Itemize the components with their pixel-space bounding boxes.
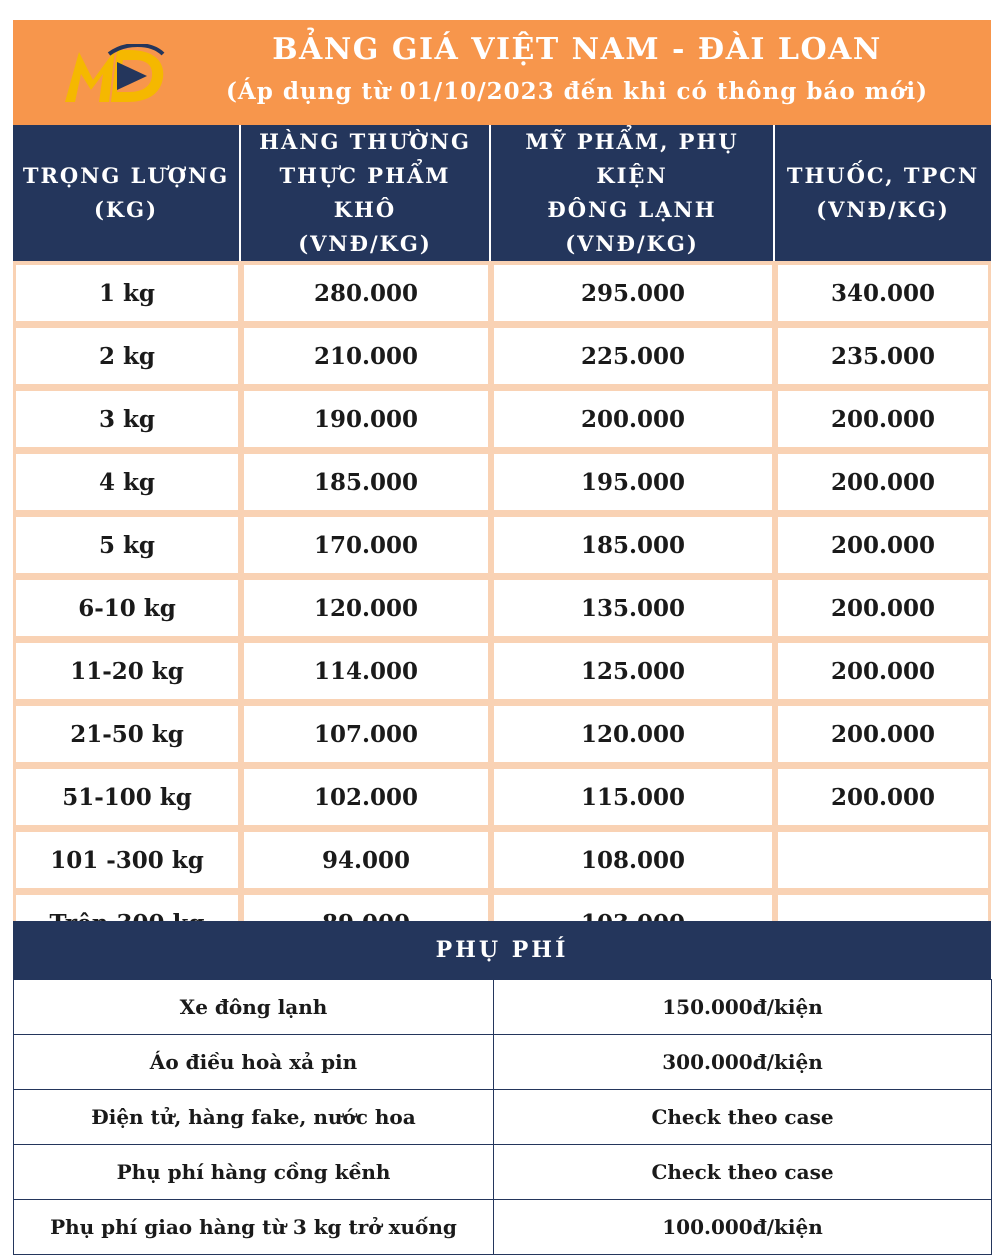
table-row (13, 576, 991, 639)
md-logo-icon (59, 44, 167, 106)
table-row (13, 450, 991, 513)
price-cell: 200.000 (775, 513, 991, 576)
surcharge-item: Điện tử, hàng fake, nước hoa (14, 1090, 494, 1145)
weight-cell: 21-50 kg (13, 702, 241, 765)
column-header-medicine: THUỐC, TPCN (VNĐ/KG) (775, 125, 991, 261)
price-cell: 135.000 (491, 576, 775, 639)
table-row (13, 639, 991, 702)
price-cell: 120.000 (241, 576, 491, 639)
table-row (13, 828, 991, 891)
price-sheet (13, 20, 991, 1242)
surcharge-fee: 300.000đ/kiện (494, 1035, 992, 1090)
surcharge-item: Xe đông lạnh (14, 980, 494, 1035)
price-cell: 200.000 (775, 450, 991, 513)
price-cell: 94.000 (241, 828, 491, 891)
page-title: BẢNG GIÁ VIỆT NAM - ĐÀI LOAN (272, 32, 882, 67)
table-row (13, 765, 991, 828)
surcharge-table (13, 979, 992, 1255)
table-row (14, 980, 992, 1035)
column-header-regular-goods: HÀNG THƯỜNG THỰC PHẨM KHÔ (VNĐ/KG) (241, 125, 491, 261)
banner (13, 20, 991, 125)
weight-cell: 2 kg (13, 324, 241, 387)
weight-cell: 6-10 kg (13, 576, 241, 639)
price-cell: 225.000 (491, 324, 775, 387)
table-row (13, 261, 991, 324)
table-row (14, 1090, 992, 1145)
price-cell: 235.000 (775, 324, 991, 387)
price-cell: 107.000 (241, 702, 491, 765)
price-cell: 200.000 (775, 639, 991, 702)
column-header-weight: TRỌNG LƯỢNG (KG) (13, 125, 241, 261)
surcharge-item: Phụ phí hàng cồng kềnh (14, 1145, 494, 1200)
price-cell: 295.000 (491, 261, 775, 324)
price-cell: 280.000 (241, 261, 491, 324)
table-row (13, 513, 991, 576)
price-cell: 115.000 (491, 765, 775, 828)
price-cell: 200.000 (775, 765, 991, 828)
column-header-cosmetics: MỸ PHẨM, PHỤ KIỆN ĐÔNG LẠNH (VNĐ/KG) (491, 125, 775, 261)
price-cell: 170.000 (241, 513, 491, 576)
table-row (13, 387, 991, 450)
price-table-header (13, 125, 991, 261)
price-cell: 185.000 (241, 450, 491, 513)
surcharge-fee: 150.000đ/kiện (494, 980, 992, 1035)
price-cell: 108.000 (491, 828, 775, 891)
surcharge-heading: PHỤ PHÍ (13, 921, 991, 979)
table-row (13, 702, 991, 765)
weight-cell: 101 -300 kg (13, 828, 241, 891)
price-cell: 200.000 (775, 576, 991, 639)
price-cell: 125.000 (491, 639, 775, 702)
price-cell: 195.000 (491, 450, 775, 513)
surcharge-fee: Check theo case (494, 1145, 992, 1200)
price-cell: 340.000 (775, 261, 991, 324)
surcharge-fee: 100.000đ/kiện (494, 1200, 992, 1255)
price-cell: 200.000 (775, 702, 991, 765)
page-subtitle: (Áp dụng từ 01/10/2023 đến khi có thông báo mới) (226, 78, 928, 105)
price-cell: 210.000 (241, 324, 491, 387)
weight-cell: 3 kg (13, 387, 241, 450)
price-cell: 200.000 (491, 387, 775, 450)
table-row (14, 1035, 992, 1090)
price-cell: 190.000 (241, 387, 491, 450)
price-cell (775, 828, 991, 891)
weight-cell: 5 kg (13, 513, 241, 576)
weight-cell: 11-20 kg (13, 639, 241, 702)
weight-cell: 1 kg (13, 261, 241, 324)
surcharge-item: Phụ phí giao hàng từ 3 kg trở xuống (14, 1200, 494, 1255)
price-cell: 200.000 (775, 387, 991, 450)
surcharge-fee: Check theo case (494, 1090, 992, 1145)
price-cell: 185.000 (491, 513, 775, 576)
weight-cell: 4 kg (13, 450, 241, 513)
price-table (13, 125, 991, 954)
table-row (13, 324, 991, 387)
surcharge-item: Áo điều hoà xả pin (14, 1035, 494, 1090)
price-cell: 102.000 (241, 765, 491, 828)
price-cell: 114.000 (241, 639, 491, 702)
weight-cell: 51-100 kg (13, 765, 241, 828)
table-row (14, 1145, 992, 1200)
price-cell: 120.000 (491, 702, 775, 765)
table-row (14, 1200, 992, 1255)
